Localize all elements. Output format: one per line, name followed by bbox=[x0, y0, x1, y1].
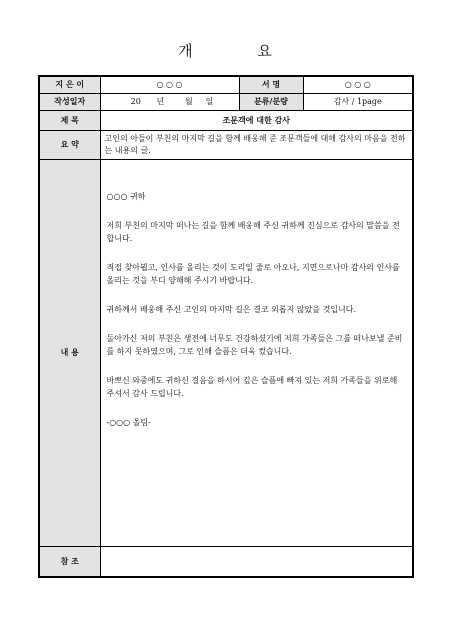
content-greeting: ○○○ 귀하 bbox=[106, 191, 146, 201]
content-row bbox=[39, 159, 413, 546]
content-paragraph-3: 귀하께서 배웅해 주신 고인의 마지막 길은 결코 외롭지 않았을 것입니다. bbox=[106, 304, 357, 314]
subject-value[interactable]: 조문객에 대한 감사 bbox=[100, 110, 413, 130]
date-year: 20 bbox=[130, 97, 141, 106]
summary-label: 요 약 bbox=[39, 130, 100, 159]
reference-row bbox=[39, 546, 413, 577]
date-month-unit: 월 bbox=[185, 97, 193, 106]
date-value[interactable] bbox=[100, 93, 239, 110]
content-paragraph-1: 저희 부친의 마지막 떠나는 길을 함께 배웅해 주신 귀하께 진심으로 감사의 말씀을 전합니다. bbox=[106, 220, 400, 243]
content-paragraph-2: 직접 찾아뵙고, 인사를 올리는 것이 도리일 줄로 아오나, 지면으로나마 감사의 인사를 올리는 것을 부디 양해해 주시기 바랍니다. bbox=[106, 262, 400, 285]
page-title: 개 요 bbox=[178, 42, 302, 60]
author-label: 지 은 이 bbox=[39, 76, 100, 93]
date-day-unit: 일 bbox=[205, 97, 214, 106]
content-body[interactable] bbox=[100, 159, 413, 546]
author-row bbox=[39, 76, 413, 93]
author-value[interactable]: ○ ○ ○ bbox=[100, 76, 239, 93]
document-form-table bbox=[38, 75, 414, 578]
category-label: 분류/분량 bbox=[239, 93, 303, 110]
summary-row bbox=[39, 130, 413, 159]
content-paragraph-5: 바쁘신 와중에도 귀하신 걸음을 하시어 깊은 슬픔에 빠져 있는 저희 가족들을 위로해 주셔서 감사 드립니다. bbox=[106, 375, 398, 398]
reference-value[interactable] bbox=[100, 546, 413, 577]
date-row bbox=[39, 93, 413, 110]
subject-row bbox=[39, 110, 413, 130]
subject-label: 제 목 bbox=[39, 110, 100, 130]
date-label: 작성일자 bbox=[39, 93, 100, 110]
date-year-unit: 년 bbox=[156, 97, 165, 106]
content-label: 내 용 bbox=[39, 159, 100, 546]
reference-label: 참 조 bbox=[39, 546, 100, 577]
category-value[interactable]: 감사 / 1page bbox=[303, 93, 413, 110]
signature-label: 서 명 bbox=[239, 76, 303, 93]
content-closing: -○○○ 올림- bbox=[106, 417, 151, 427]
summary-value[interactable]: 고인의 아들이 부친의 마지막 길을 함께 배웅해 준 조문객들에 대해 감사의 마음을 전하는 내용의 글. bbox=[100, 130, 413, 159]
content-paragraph-4: 돌아가신 저의 부친은 생전에 너무도 건강하셨기에 저희 가족들은 그를 떠나보낼 준비를 하지 못하였으며, 그로 인해 슬픔은 더욱 컸습니다. bbox=[106, 333, 403, 356]
signature-value[interactable]: ○ ○ ○ bbox=[303, 76, 413, 93]
